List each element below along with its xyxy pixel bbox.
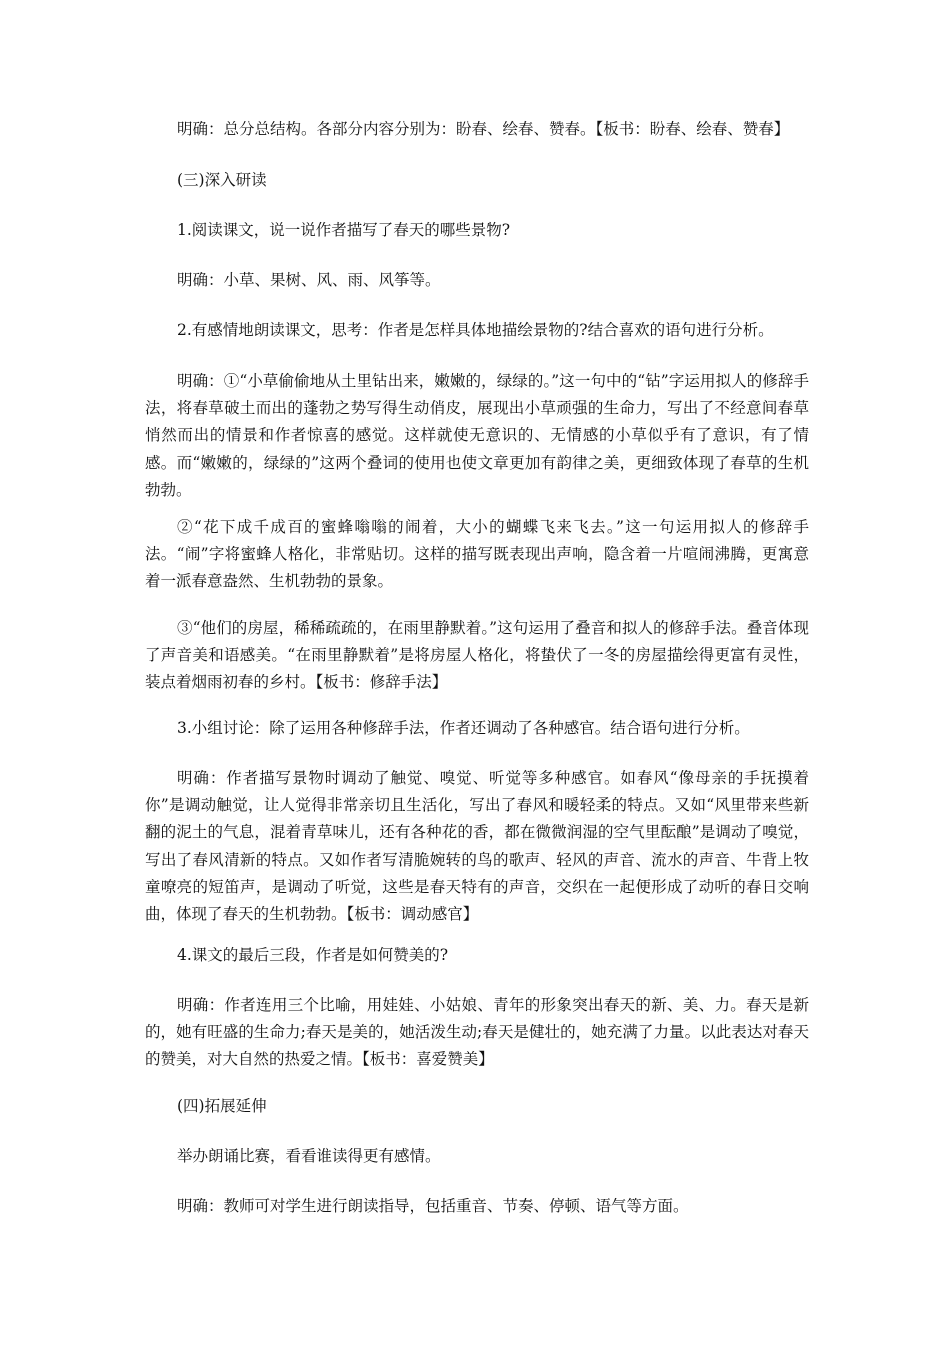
answer-2-part-3: ③“他们的房屋，稀稀疏疏的，在雨里静默着。”这句运用了叠音和拟人的修辞手法。叠音体现了声音美和语感美。“在雨里静默着”是将房屋人格化，将蛰伏了一冬的房屋描绘得更富有灵性，装点着烟雨初春的乡村。【板书：修辞手法】 [145, 619, 809, 692]
answer-structure: 明确：总分总结构。各部分内容分别为：盼春、绘春、赞春。【板书：盼春、绘春、赞春】 [177, 120, 790, 138]
answer-4: 明确：作者连用三个比喻，用娃娃、小姑娘、青年的形象突出春天的新、美、力。春天是新的，她有旺盛的生命力;春天是美的，她活泼生动;春天是健壮的，她充满了力量。以此表达对春天的赞美，对大自然的热爱之情。【板书：喜爱赞美】 [145, 996, 809, 1069]
question-2: 2.有感情地朗读课文，思考：作者是怎样具体地描绘景物的?结合喜欢的语句进行分析。 [177, 321, 774, 339]
answer-1: 明确：小草、果树、风、雨、风筝等。 [177, 271, 441, 289]
question-4: 4.课文的最后三段，作者是如何赞美的? [177, 946, 449, 964]
question-1: 1.阅读课文，说一说作者描写了春天的哪些景物? [177, 221, 511, 239]
section-heading-extension: (四)拓展延伸 [177, 1097, 267, 1115]
answer-3: 明确：作者描写景物时调动了触觉、嗅觉、听觉等多种感官。如春风“像母亲的手抚摸着你”是调动触觉，让人觉得非常亲切且生活化，写出了春风和暖轻柔的特点。又如“风里带来些新翻的泥土的气息，混着青草味儿，还有各种花的香，都在微微润湿的空气里酝酿”是调动了嗅觉，写出了春风清新的特点。又如作者写清脆婉转的鸟的歌声、轻风的声音、流水的声音、牛背上牧童嘹亮的短笛声，是调动了听觉，这些是春天特有的声音，交织在一起便形成了动听的春日交响曲，体现了春天的生机勃勃。【板书：调动感官】 [145, 769, 809, 924]
question-3: 3.小组讨论：除了运用各种修辞手法，作者还调动了各种感官。结合语句进行分析。 [177, 719, 750, 737]
activity-recitation: 举办朗诵比赛，看看谁读得更有感情。 [177, 1147, 441, 1165]
section-heading-deep-reading: (三)深入研读 [177, 171, 267, 189]
answer-recitation: 明确：教师可对学生进行朗读指导，包括重音、节奏、停顿、语气等方面。 [177, 1197, 689, 1215]
answer-2-part-2: ②“花下成千成百的蜜蜂嗡嗡的闹着，大小的蝴蝶飞来飞去。”这一句运用拟人的修辞手法。“闹”字将蜜蜂人格化，非常贴切。这样的描写既表现出声响，隐含着一片喧闹沸腾，更寓意着一派春意盎然、生机勃勃的景象。 [145, 518, 809, 591]
answer-2-part-1: 明确：①“小草偷偷地从土里钻出来，嫩嫩的，绿绿的。”这一句中的“钻”字运用拟人的修辞手法，将春草破土而出的蓬勃之势写得生动俏皮，展现出小草顽强的生命力，写出了不经意间春草悄然而出的情景和作者惊喜的感觉。这样就使无意识的、无情感的小草似乎有了意识，有了情感。而“嫩嫩的，绿绿的”这两个叠词的使用也使文章更加有韵律之美，更细致体现了春草的生机勃勃。 [145, 372, 809, 499]
